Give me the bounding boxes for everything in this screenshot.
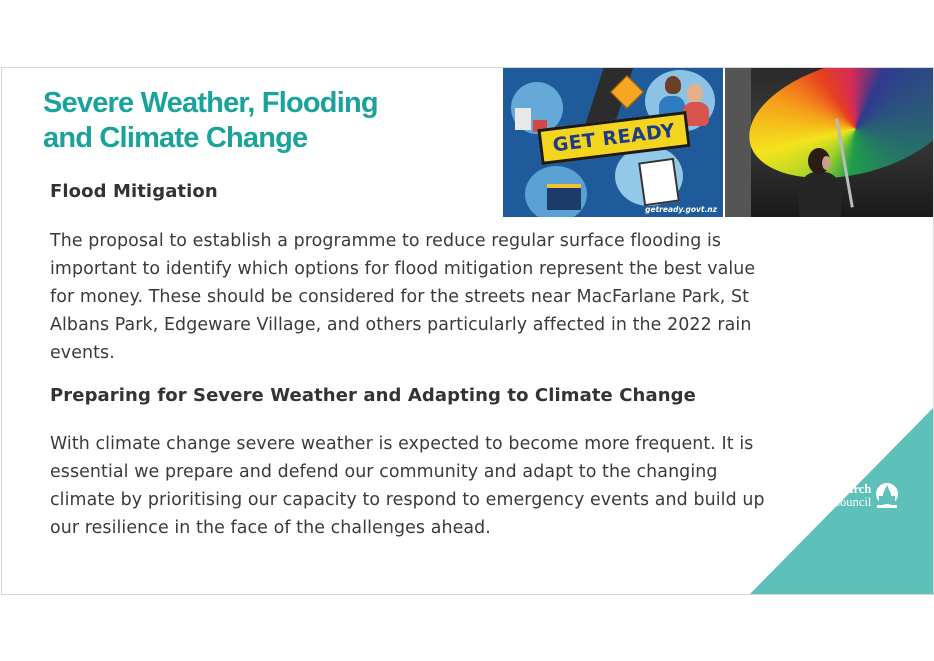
- logo-line-1: Christchurch: [800, 482, 872, 496]
- get-ready-banner: GET READY: [537, 111, 690, 165]
- logo-line-2: City Council: [807, 495, 872, 509]
- person-face: [822, 156, 831, 170]
- section-heading-climate-change: Preparing for Severe Weather and Adapting to Climate Change: [50, 385, 696, 406]
- paragraph-line: our resilience in the face of the challenges ahead.: [50, 518, 491, 538]
- paragraph-line: Albans Park, Edgeware Village, and others particularly affected in the 2022 rain: [50, 315, 752, 335]
- clipboard-plan-icon: [638, 158, 680, 207]
- slide: [1, 67, 934, 595]
- family-illustration: [687, 84, 703, 102]
- grab-bag-icon: [547, 184, 581, 210]
- poster-url: getready.govt.nz: [645, 205, 717, 214]
- title-line-2: and Climate Change: [43, 122, 308, 154]
- get-ready-poster: [503, 68, 723, 217]
- umbrella-photo: [725, 68, 933, 217]
- paragraph-line: for money. These should be considered for the streets near MacFarlane Park, St: [50, 287, 750, 307]
- photo-wall: [725, 68, 751, 217]
- paragraph-line: climate by prioritising our capacity to respond to emergency events and build up: [50, 490, 765, 510]
- flood-mitigation-paragraph: [50, 227, 755, 367]
- person-body: [799, 172, 841, 217]
- section-heading-flood-mitigation: Flood Mitigation: [50, 181, 218, 202]
- paragraph-line: With climate change severe weather is expected to become more frequent. It is: [50, 434, 754, 454]
- paragraph-line: important to identify which options for flood mitigation represent the best value: [50, 259, 756, 279]
- paragraph-line: essential we prepare and defend our community and adapt to the changing: [50, 462, 718, 482]
- title-line-1: Severe Weather, Flooding: [43, 87, 378, 119]
- logo-text: [800, 483, 871, 509]
- cathedral-icon: [875, 482, 899, 510]
- paragraph-line: events.: [50, 343, 115, 363]
- page-title: [43, 86, 463, 156]
- paragraph-line: The proposal to establish a programme to reduce regular surface flooding is: [50, 231, 722, 251]
- family-illustration: [665, 76, 681, 94]
- council-logo: [800, 481, 899, 511]
- climate-change-paragraph: [50, 430, 765, 542]
- supplies-icon: [515, 108, 531, 130]
